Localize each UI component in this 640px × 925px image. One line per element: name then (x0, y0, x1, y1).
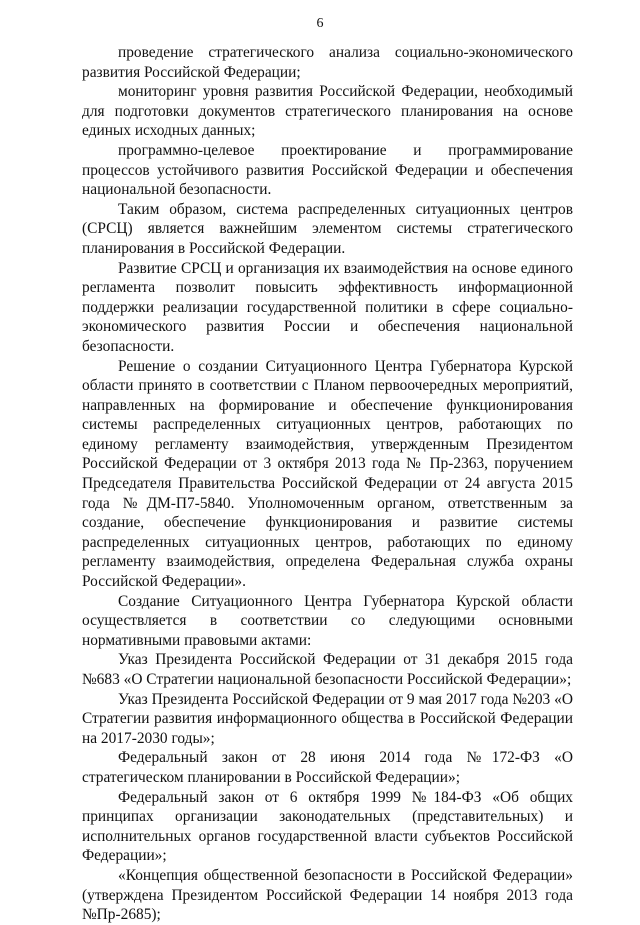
document-body (82, 43, 573, 925)
paragraph: Развитие СРСЦ и организация их взаимодействия на основе единого регламента позволит повысить эффективность информационной поддержки реализации государственной политики в сфере социально-экономического развития России и обеспечения национальной безопасности. (82, 259, 573, 355)
paragraph: проведение стратегического анализа социально-экономического развития Российской Федерации; (82, 44, 573, 81)
paragraph: Федеральный закон от 6 октября 1999 №184-ФЗ «Об общих принципах организации законодательных (представительных) и исполнительных органов государственной власти субъектов Российской Федерации»; (82, 788, 573, 865)
paragraph: Таким образом, система распределенных ситуационных центров (СРСЦ) является важнейшим элементом системы стратегического планирования в Российской Федерации. (82, 200, 573, 257)
paragraph: Указ Президента Российской Федерации от 31 декабря 2015 года №683 «О Стратегии национальной безопасности Российской Федерации»; (82, 651, 573, 688)
paragraph: программно-целевое проектирование и программирование процессов устойчивого развития Российской Федерации и обеспечения национальной безопасности. (82, 141, 573, 199)
page-number: 6 (316, 16, 324, 31)
paragraph: Федеральный закон от 28 июня 2014 года №172-ФЗ «О стратегическом планировании в Российской Федерации»; (82, 749, 573, 786)
paragraph: мониторинг уровня развития Российской Федерации, необходимый для подготовки документов стратегического планирования на основе единых исходных данных; (82, 83, 573, 140)
paragraph: Указ Президента Российской Федерации от 9 мая 2017 года №203 «О Стратегии развития информационного общества в Российской Федерации на 2017-2030 годы»; (82, 690, 573, 747)
paragraph: Решение о создании Ситуационного Центра Губернатора Курской области принято в соответствии с Планом первоочередных мероприятий, направленных на формирование и обеспечение функционирования системы распределенных ситуационных центров, работающих по единому регламенту взаимодействия, утвержденным Президентом Российской Федерации от 3 октября 2013 года № Пр-2363, поручением Председателя Правительства Российской Федерации от 24 августа 2015 года №ДМ-П7-5840. Уполномоченным органом, ответственным за создание, обеспечение функционирования и развитие системы распределенных ситуационных центров, работающих по единому регламенту взаимодействия, определена Федеральная служба охраны Российской Федерации». (82, 357, 573, 591)
paragraph: «Концепция общественной безопасности в Российской Федерации» (утверждена Президентом Российской Федерации 14 ноября 2013 года №Пр-2685); (82, 866, 573, 924)
paragraph: Создание Ситуационного Центра Губернатора Курской области осуществляется в соответствии со следующими основными нормативными правовыми актами: (82, 592, 573, 649)
